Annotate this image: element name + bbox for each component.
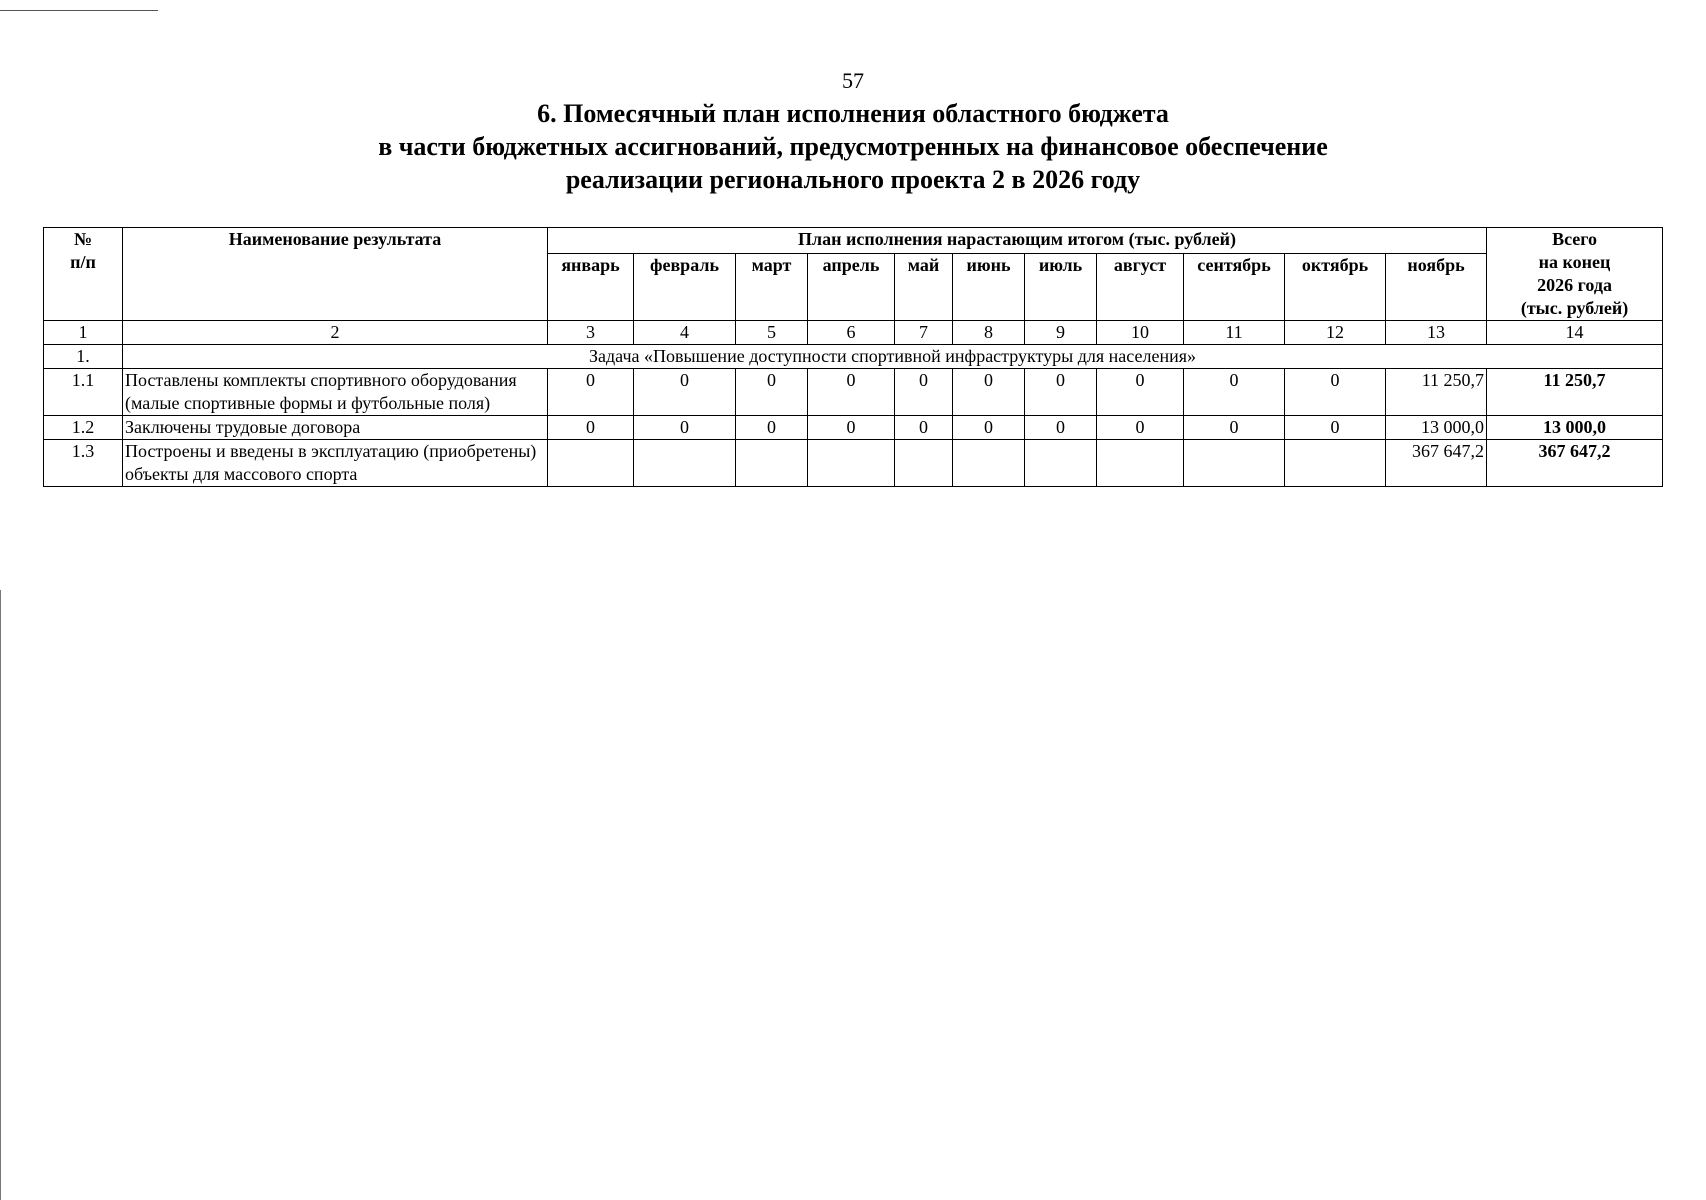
column-number: 4 [634,321,736,345]
row-total: 11 250,7 [1487,369,1663,416]
row-month-value: 0 [736,369,808,416]
row-month-value: 0 [1184,416,1285,440]
row-month-value: 0 [953,416,1025,440]
row-num: 1.2 [44,416,123,440]
row-month-value [953,440,1025,487]
column-number: 3 [548,321,634,345]
row-num: 1.3 [44,440,123,487]
task-num: 1. [44,345,123,369]
row-month-value: 0 [548,369,634,416]
header-month: февраль [634,253,736,320]
column-number: 10 [1097,321,1184,345]
column-number: 14 [1487,321,1663,345]
row-month-value: 0 [1025,416,1097,440]
table-row [44,440,1663,487]
row-month-value [736,440,808,487]
row-month-value: 367 647,2 [1386,440,1487,487]
row-month-value: 0 [1097,369,1184,416]
row-month-value: 11 250,7 [1386,369,1487,416]
header-month: июнь [953,253,1025,320]
column-number: 13 [1386,321,1487,345]
column-number: 12 [1285,321,1386,345]
row-month-value [808,440,895,487]
table-row [44,416,1663,440]
row-month-value [1184,440,1285,487]
row-month-value: 0 [548,416,634,440]
header-month: июль [1025,253,1097,320]
header-month: январь [548,253,634,320]
header-month: март [736,253,808,320]
row-result-name: Заключены трудовые договора [123,416,548,440]
scan-edge-line-top [0,10,158,11]
header-month: октябрь [1285,253,1386,320]
header-month: сентябрь [1184,253,1285,320]
header-row-top [44,228,1663,254]
document-title [0,97,1706,196]
scan-edge-line-left [0,590,1,1200]
column-number: 5 [736,321,808,345]
row-month-value [1025,440,1097,487]
column-number: 9 [1025,321,1097,345]
row-month-value [548,440,634,487]
header-month: август [1097,253,1184,320]
row-month-value: 0 [953,369,1025,416]
title-line-1: 6. Помесячный план исполнения областного бюджета [537,99,1169,128]
header-num: № п/п [44,228,123,321]
row-month-value: 0 [895,369,953,416]
header-result-name: Наименование результата [123,228,548,321]
row-month-value: 13 000,0 [1386,416,1487,440]
row-month-value: 0 [808,416,895,440]
row-num: 1.1 [44,369,123,416]
row-month-value [634,440,736,487]
task-text: Задача «Повышение доступности спортивной инфраструктуры для населения» [123,345,1663,369]
row-month-value: 0 [808,369,895,416]
row-month-value [1097,440,1184,487]
row-month-value: 0 [1285,369,1386,416]
column-number: 8 [953,321,1025,345]
title-line-2: в части бюджетных ассигнований, предусмотренных на финансовое обеспечение [378,132,1328,161]
table-row [44,369,1663,416]
column-number: 11 [1184,321,1285,345]
row-total: 367 647,2 [1487,440,1663,487]
task-row [44,345,1663,369]
row-month-value: 0 [1285,416,1386,440]
header-month: ноябрь [1386,253,1487,320]
header-total: Всего на конец 2026 года (тыс. рублей) [1487,228,1663,321]
row-month-value: 0 [1184,369,1285,416]
row-month-value: 0 [634,369,736,416]
row-month-value [1285,440,1386,487]
header-plan: План исполнения нарастающим итогом (тыс. рублей) [548,228,1487,254]
budget-plan-table [43,227,1663,487]
row-result-name: Поставлены комплекты спортивного оборудования (малые спортивные формы и футбольные поля) [123,369,548,416]
row-total: 13 000,0 [1487,416,1663,440]
column-number: 1 [44,321,123,345]
row-month-value: 0 [634,416,736,440]
header-month: апрель [808,253,895,320]
row-month-value: 0 [895,416,953,440]
column-number-row [44,321,1663,345]
row-month-value: 0 [1097,416,1184,440]
column-number: 2 [123,321,548,345]
row-result-name: Построены и введены в эксплуатацию (приобретены) объекты для массового спорта [123,440,548,487]
title-line-3: реализации регионального проекта 2 в 2026 году [565,165,1141,194]
header-month: май [895,253,953,320]
row-month-value: 0 [736,416,808,440]
page-number: 57 [842,68,864,93]
row-month-value: 0 [1025,369,1097,416]
row-month-value [895,440,953,487]
column-number: 7 [895,321,953,345]
column-number: 6 [808,321,895,345]
